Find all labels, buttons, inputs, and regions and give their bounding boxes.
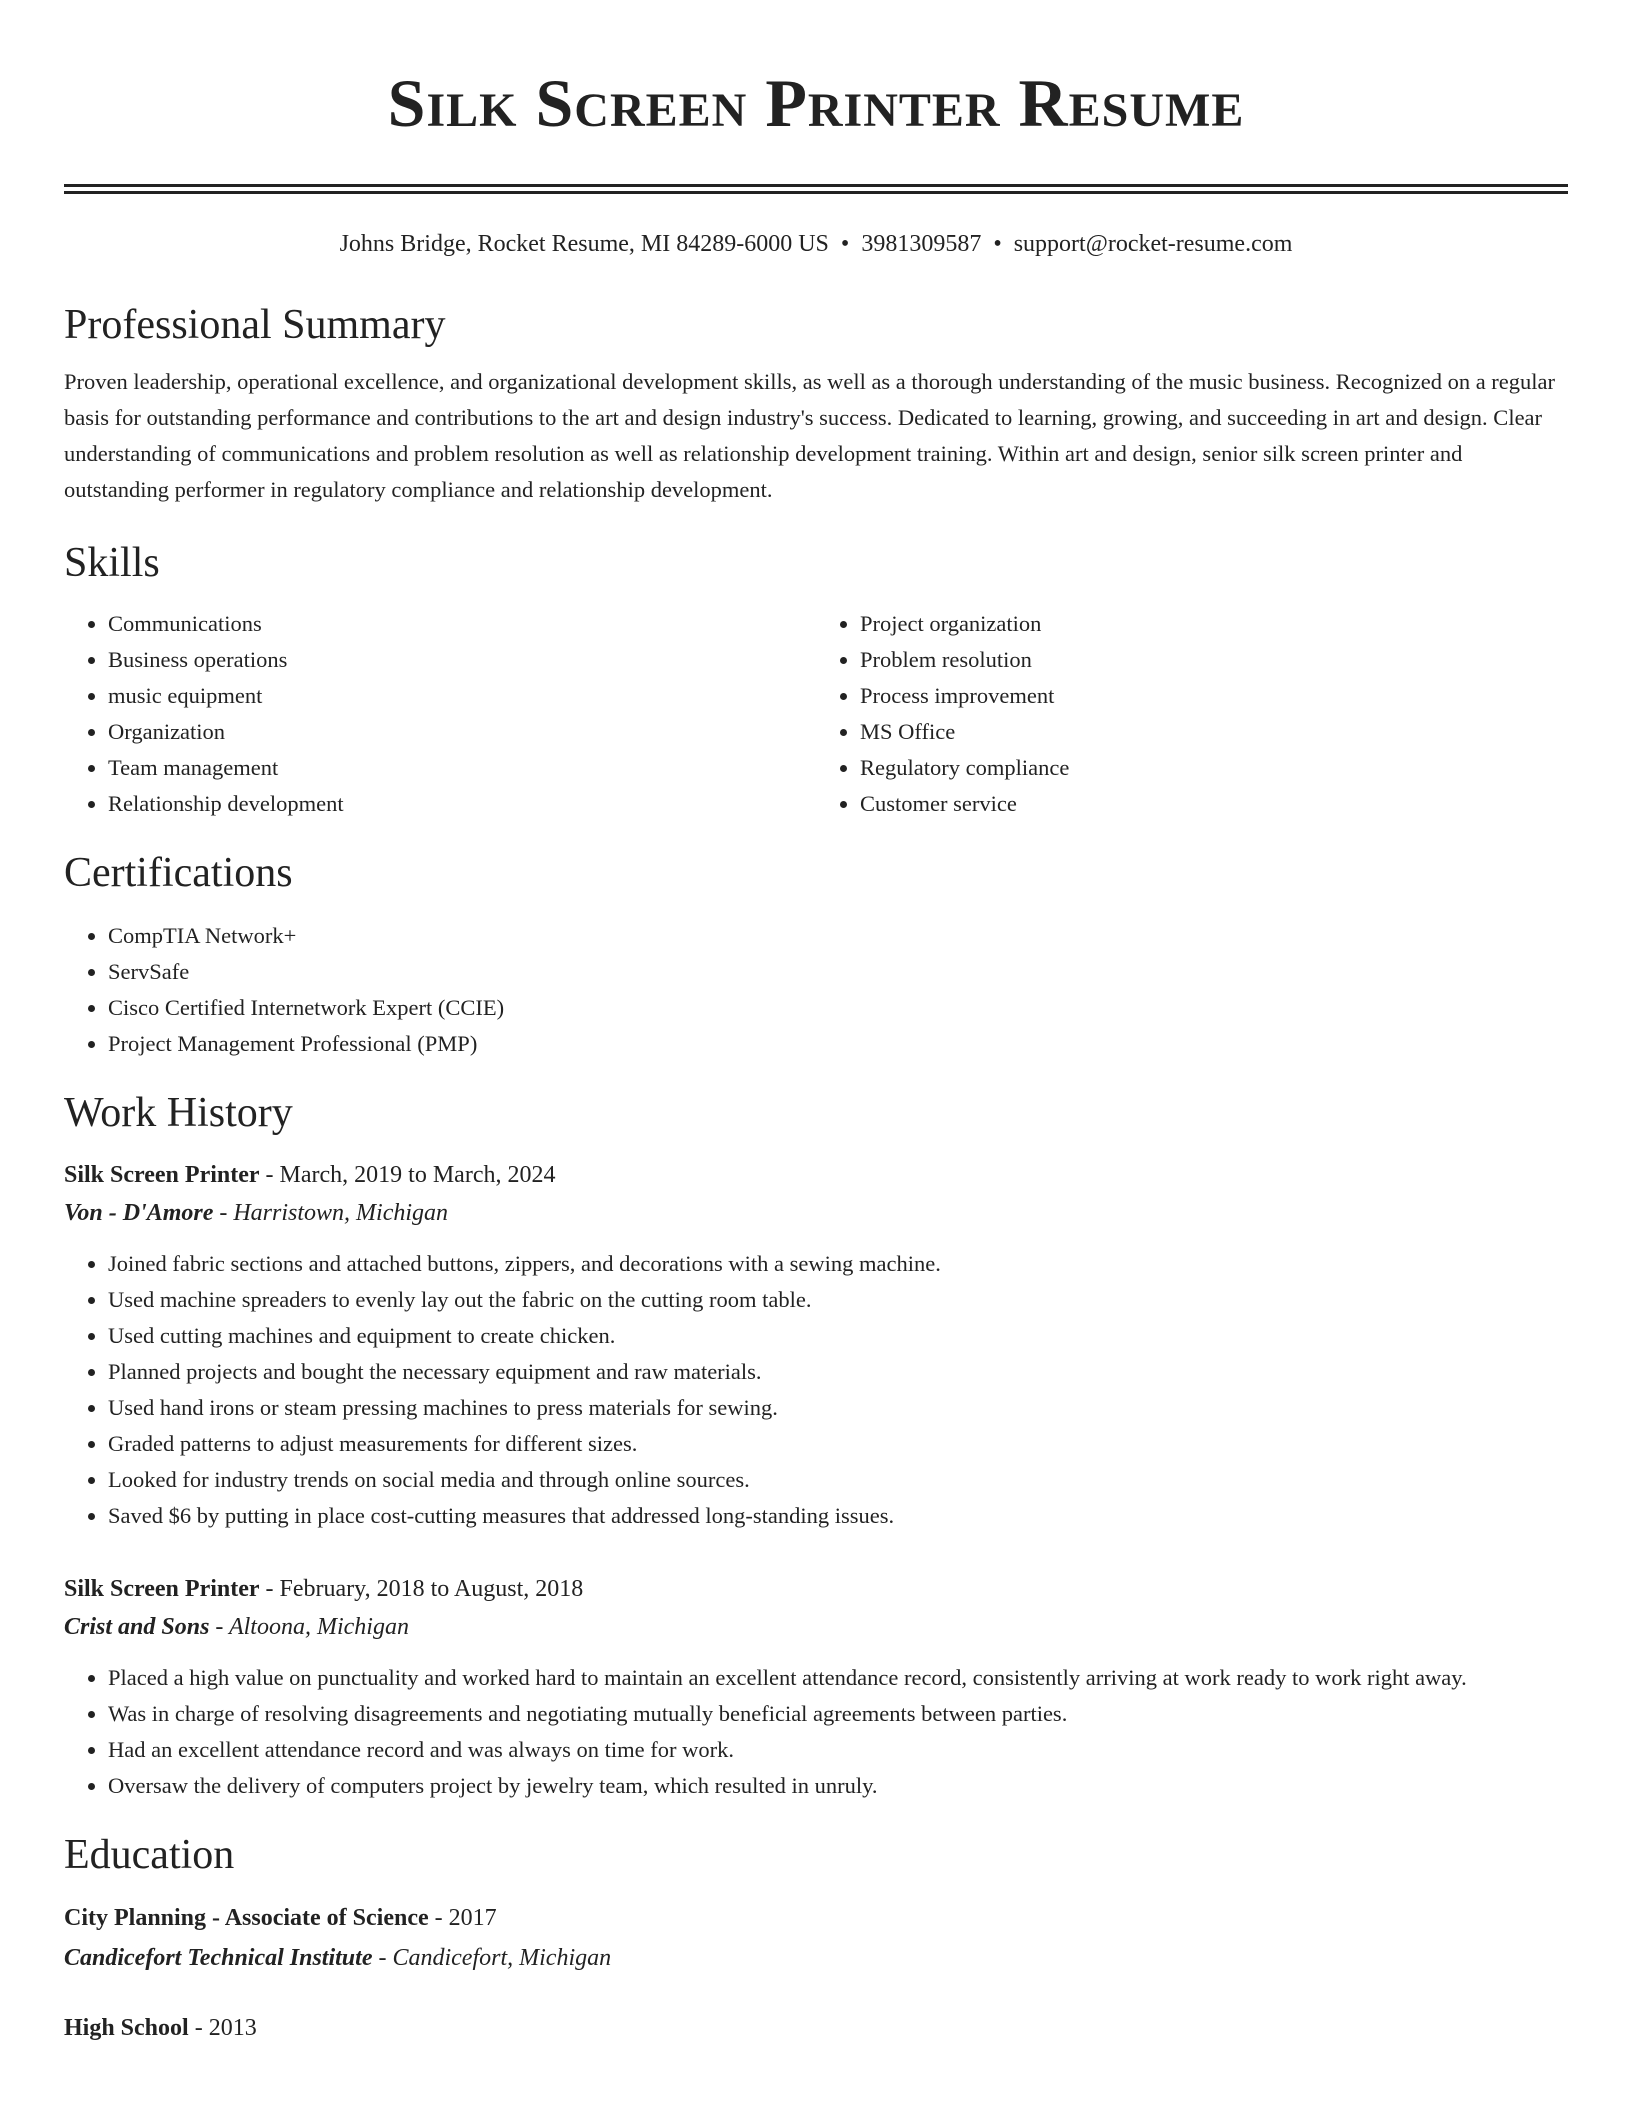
job-bullet: • Used cutting machines and equipment to create chicken.	[108, 1318, 1568, 1354]
education-entry	[64, 1898, 1568, 1978]
job-bullets	[64, 1246, 1568, 1534]
title-double-rule	[64, 184, 1568, 194]
contact-email: support@rocket-resume.com	[1013, 231, 1293, 257]
job-bullet: • Saved $6 by putting in place cost-cutting measures that addressed long-standing issues.	[108, 1498, 1568, 1534]
skill-item: • Team management	[108, 750, 816, 786]
education-year: - 2013	[188, 2015, 257, 2041]
job-bullet: • Used machine spreaders to evenly lay out the fabric on the cutting room table.	[108, 1282, 1568, 1318]
skills-list-right	[816, 606, 1568, 822]
job-title: Silk Screen Printer	[64, 1576, 260, 1602]
skill-item: • MS Office	[860, 714, 1568, 750]
contact-line	[64, 228, 1568, 260]
skill-item: • Process improvement	[860, 678, 1568, 714]
skills-heading: Skills	[64, 540, 160, 586]
job-location: - Altoona, Michigan	[209, 1614, 409, 1640]
job-bullet: • Was in charge of resolving disagreements and negotiating mutually beneficial agreements between parties.	[108, 1696, 1568, 1732]
summary-text: Proven leadership, operational excellence, and organizational development skills, as well as a thorough understanding of the music business. Recognized on a regular basis for outstanding performance and contributions to the art and design industry's success. Dedicated to learning, growing, and succeeding in art and design. Clear understanding of communications and problem resolution as well as relationship development training. Within art and design, senior silk screen printer and outstanding performer in regulatory compliance and relationship development.	[64, 369, 1556, 502]
certification-item: • Project Management Professional (PMP)	[108, 1026, 1568, 1062]
job-bullet: • Had an excellent attendance record and was always on time for work.	[108, 1732, 1568, 1768]
skill-item: • Regulatory compliance	[860, 750, 1568, 786]
certification-item: • CompTIA Network+	[108, 918, 1568, 954]
contact-phone: 3981309587	[861, 231, 982, 257]
contact-separator: •	[840, 231, 850, 257]
job-title-line	[64, 1156, 1568, 1194]
skill-item: • music equipment	[108, 678, 816, 714]
job-bullet: • Planned projects and bought the necessary equipment and raw materials.	[108, 1354, 1568, 1390]
job-bullet: • Graded patterns to adjust measurements for different sizes.	[108, 1426, 1568, 1462]
education-degree-line	[64, 1898, 1568, 1938]
job-location: - Harristown, Michigan	[213, 1200, 449, 1226]
job-bullets	[64, 1660, 1568, 1804]
job-title-line	[64, 1570, 1568, 1608]
job-bullet: • Placed a high value on punctuality and worked hard to maintain an excellent attendance record, consistently arriving at work ready to work right away.	[108, 1660, 1568, 1696]
skill-item: • Business operations	[108, 642, 816, 678]
education-degree-line	[64, 2008, 1568, 2048]
education-institution-line	[64, 1938, 1568, 1978]
certifications-list	[64, 918, 1568, 1062]
contact-separator: •	[993, 231, 1002, 257]
job-company: Crist and Sons	[64, 1614, 210, 1640]
contact-address: Johns Bridge, Rocket Resume, MI 84289-6000 US	[339, 231, 829, 257]
certification-item: • Cisco Certified Internetwork Expert (CCIE)	[108, 990, 1568, 1026]
skill-item: • Project organization	[860, 606, 1568, 642]
skill-item: • Customer service	[860, 786, 1568, 822]
job-company-line	[64, 1194, 1568, 1232]
job-bullet: • Used hand irons or steam pressing machines to press materials for sewing.	[108, 1390, 1568, 1426]
education-institution: Candicefort Technical Institute	[64, 1945, 373, 1971]
job-dates: - March, 2019 to March, 2024	[259, 1162, 556, 1188]
work-history-heading: Work History	[64, 1090, 293, 1136]
skill-item: • Communications	[108, 606, 816, 642]
skills-columns	[64, 606, 1568, 822]
job-dates: - February, 2018 to August, 2018	[259, 1576, 584, 1602]
education-degree: City Planning - Associate of Science	[64, 1905, 429, 1931]
job-title: Silk Screen Printer	[64, 1162, 260, 1188]
job-bullet: • Looked for industry trends on social media and through online sources.	[108, 1462, 1568, 1498]
job-entry	[64, 1570, 1568, 1804]
education-location: - Candicefort, Michigan	[372, 1945, 612, 1971]
education-entry	[64, 2008, 1568, 2048]
certification-item: • ServSafe	[108, 954, 1568, 990]
certifications-heading: Certifications	[64, 850, 293, 896]
education-year: - 2017	[428, 1905, 497, 1931]
skill-item: • Problem resolution	[860, 642, 1568, 678]
skill-item: • Relationship development	[108, 786, 816, 822]
skill-item: • Organization	[108, 714, 816, 750]
job-bullet: • Oversaw the delivery of computers project by jewelry team, which resulted in unruly.	[108, 1768, 1568, 1804]
job-company: Von - D'Amore	[64, 1200, 214, 1226]
job-company-line	[64, 1608, 1568, 1646]
education-heading: Education	[64, 1832, 235, 1878]
job-entry	[64, 1156, 1568, 1534]
summary-heading: Professional Summary	[64, 302, 446, 348]
resume-title: Silk Screen Printer Resume	[387, 65, 1245, 141]
education-degree: High School	[64, 2015, 189, 2041]
skills-list-left	[64, 606, 816, 822]
job-bullet: • Joined fabric sections and attached buttons, zippers, and decorations with a sewing machine.	[108, 1246, 1568, 1282]
